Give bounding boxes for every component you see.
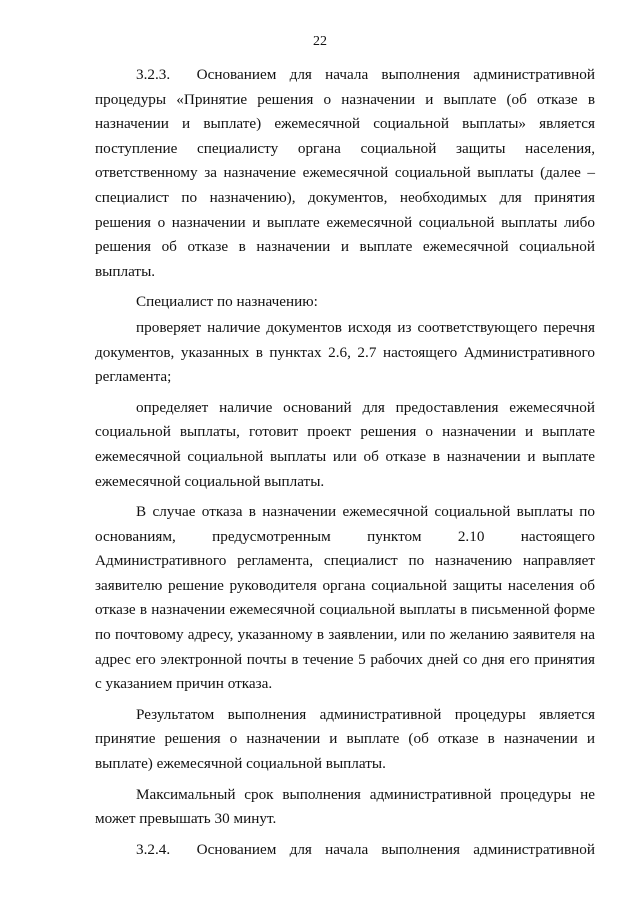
paragraph-procedure-result: Результатом выполнения административной процедуры является принятие решения о назначении и выплате (об отказе в назначении и выплате) ежемесячной социальной выплаты. [95,705,595,773]
paragraph-determines-grounds: определяет наличие оснований для предоставления ежемесячной социальной выплаты, готовит проект решения о назначении и выплате ежемесячной социальной выплаты или об отказе в назначении и выплате ежемесячной социальной выплаты. [95,398,595,490]
paragraph-checks-documents: проверяет наличие документов исходя из соответствующего перечня документов, указанных в пунктах 2.6, 2.7 настоящего Административного регламента; [95,318,595,386]
page-number: 22 [313,34,327,49]
paragraph-3-2-3: 3.2.3. Основанием для начала выполнения административной процедуры «Принятие решения о назначении и выплате (об отказе в назначении и выплате) ежемесячной социальной выплаты» является поступление специалисту органа социальной защиты населения, ответственному за назначение ежемесячной социальной выплаты (далее – специалист по назначению), документов, необходимых для принятия решения о назначении и выплате ежемесячной социальной выплаты либо решения об отказе в назначении и выплате ежемесячной социальной выплаты. [95,66,595,280]
paragraph-refusal-case: В случае отказа в назначении ежемесячной социальной выплаты по основаниям, предусмотренным пунктом 2.10 настоящего Административного регламента, специалист по назначению направляет заявителю решение руководителя органа социальной защиты населения об отказе в назначении ежемесячной социальной выплаты в письменной форме по почтовому адресу, указанному в заявлении, или по желанию заявителя на адрес его электронной почты в течение 5 рабочих дней со дня его принятия с указанием причин отказа. [95,503,595,693]
document-body [95,63,595,868]
paragraph-specialist-intro: Специалист по назначению: [136,293,318,311]
paragraph-max-duration: Максимальный срок выполнения административной процедуры не может превышать 30 минут. [95,785,595,828]
paragraph-3-2-4: 3.2.4. Основанием для начала выполнения административной [136,840,595,858]
